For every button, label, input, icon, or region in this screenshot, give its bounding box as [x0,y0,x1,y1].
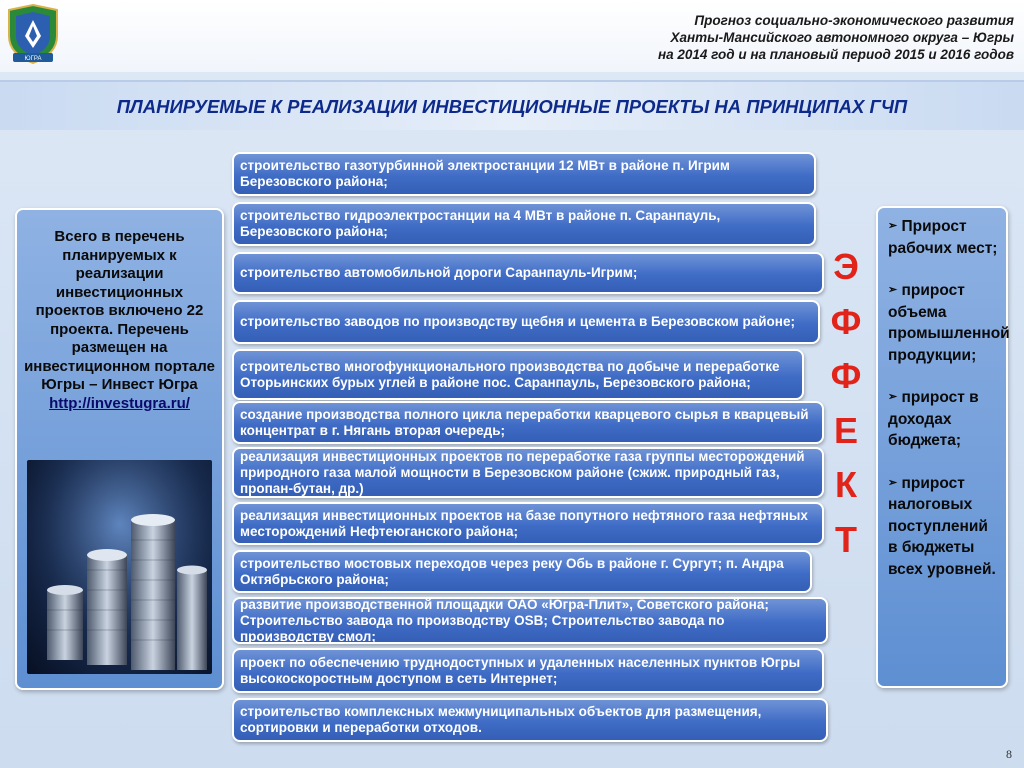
page-number: 8 [1006,747,1012,761]
effect-letter: К [835,464,857,505]
effects-panel [876,206,1008,688]
project-item-5: строительство многофункционального производства по добыче и переработке Оторьинских бурых углей в районе пос. Саранпауль, Березовского района; [232,349,804,400]
effect-letter: Т [835,518,857,560]
project-item-2: строительство гидроэлектростанции на 4 МВт в районе п. Саранпауль, Березовского района; [232,202,816,246]
effect-text: прирост в доходах бюджета; [888,389,979,449]
effect-letter: Ф [830,355,862,396]
project-item-12: строительство комплексных межмуниципальных объектов для размещения, сортировки и переработки отходов. [232,698,828,742]
investugra-link[interactable]: http://investugra.ru/ [49,394,190,412]
header-subtitle [658,12,1014,63]
project-item-8: реализация инвестиционных проектов на базе попутного нефтяного газа нефтяных месторождений Нефтеюганского района; [232,502,824,545]
effect-word [826,240,866,567]
header-line-3: на 2014 год и на плановый период 2015 и 2016 годов [657,47,1014,62]
page-title: ПЛАНИРУЕМЫЕ К РЕАЛИЗАЦИИ ИНВЕСТИЦИОННЫЕ ПРОЕКТЫ НА ПРИНЦИПАХ ГЧП [116,96,908,117]
project-item-10: развитие производственной площадки ОАО «Югра-Плит», Советского района; Строительство завода по производству OSB; Строительство завода по производству смол; [232,597,828,644]
emblem-label: ЮГРА [24,56,42,62]
header-line-1: Прогноз социально-экономического развития [694,13,1014,28]
effect-text: прирост налоговых поступлений в бюджеты всех уровней. [888,474,996,578]
summary-text-block [23,228,216,413]
arrow-bullet-icon: ➢ [888,220,898,232]
effect-item [888,280,1010,366]
effect-letter: Э [833,246,859,287]
header-line-2: Ханты-Мансийского автономного округа – Югры [670,30,1014,45]
project-item-6: создание производства полного цикла переработки кварцевого сырья в кварцевый концентрат в г. Нягань вторая очередь; [232,401,824,444]
effect-text: прирост объема промышленной продукции; [888,282,1010,364]
effect-item [888,387,998,452]
project-item-3: строительство автомобильной дороги Саранпауль-Игрим; [232,252,824,294]
project-item-11: проект по обеспечению труднодоступных и удаленных населенных пунктов Югры высокоскоростным доступом в сеть Интернет; [232,648,824,693]
effect-text: Прирост рабочих мест; [888,218,998,257]
effect-letter: Е [833,409,858,451]
coins-image [27,460,212,674]
arrow-bullet-icon: ➢ [888,284,898,296]
coat-of-arms-icon [4,2,62,66]
summary-text: Всего в перечень планируемых к реализации инвестиционных проектов включено 22 проекта. Перечень размещен на инвестиционном портале Югры – Инвест Югра [24,228,215,393]
project-item-1: строительство газотурбинной электростанции 12 МВт в районе п. Игрим Березовского района; [232,152,816,196]
coins-stack-icon [27,460,212,674]
project-item-4: строительство заводов по производству щебня и цемента в Березовском районе; [232,300,820,344]
effect-item [888,216,998,259]
title-band [0,80,1024,130]
header [0,0,1024,72]
project-item-7: реализация инвестиционных проектов по переработке газа группы месторождений природного газа малой мощности в Березовском районе (сжиж. природный газ, пропан-бутан, др.) [232,447,824,498]
arrow-bullet-icon: ➢ [888,391,898,403]
arrow-bullet-icon: ➢ [888,476,898,489]
project-item-9: строительство мостовых переходов через реку Обь в районе г. Сургут; п. Андра Октябрьского района; [232,550,812,593]
summary-panel [15,208,224,690]
effect-item [888,473,998,581]
effect-letter: Ф [830,300,862,342]
